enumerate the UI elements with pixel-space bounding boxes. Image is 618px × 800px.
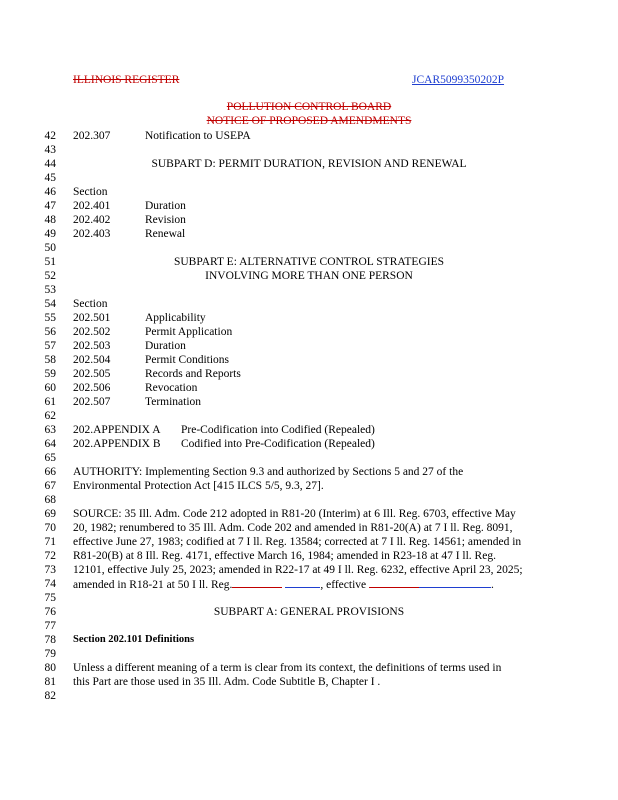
document-line xyxy=(0,493,618,507)
line-number: 53 xyxy=(44,284,56,296)
section-title: Revision xyxy=(145,214,186,226)
section-number: 202.502 xyxy=(73,326,111,338)
line-number: 63 xyxy=(44,424,56,436)
section-number: 202.403 xyxy=(73,228,111,240)
body-text: Unless a different meaning of a term is clear from its context, the definitions of terms used in xyxy=(73,662,502,674)
line-number: 60 xyxy=(44,382,56,394)
document-line xyxy=(0,227,618,241)
section-number: 202.501 xyxy=(73,312,111,324)
line-number: 76 xyxy=(44,606,56,618)
line-number: 81 xyxy=(44,676,56,688)
document-line xyxy=(0,325,618,339)
subpart-heading: SUBPART D: PERMIT DURATION, REVISION AND RENEWAL xyxy=(151,158,467,170)
line-number: 75 xyxy=(44,592,56,604)
line-number: 65 xyxy=(44,452,56,464)
jcar-code: JCAR5099350202P xyxy=(412,74,505,86)
line-number: 59 xyxy=(44,368,56,380)
document-line xyxy=(0,619,618,633)
section-number: 202.505 xyxy=(73,368,111,380)
line-number: 62 xyxy=(44,410,56,422)
line-number: 77 xyxy=(44,620,56,632)
document-line xyxy=(0,577,618,591)
blank-volume xyxy=(232,577,282,588)
section-title: Renewal xyxy=(145,228,186,240)
line-number: 67 xyxy=(44,480,56,492)
document-line xyxy=(0,647,618,661)
body-text: SOURCE: 35 Ill. Adm. Code 212 adopted in R81-20 (Interim) at 6 Ill. Reg. 6703, effective May xyxy=(73,508,516,520)
section-number: 202.307 xyxy=(73,130,111,142)
document-line xyxy=(0,689,618,703)
body-text: effective June 27, 1983; codified at 7 I ll. Reg. 13584; corrected at 7 I ll. Reg. 14561; amended in xyxy=(73,536,522,548)
document-line xyxy=(0,269,618,283)
blank-date-blue xyxy=(419,577,491,588)
document-line xyxy=(0,297,618,311)
document-line xyxy=(0,255,618,269)
line-number: 82 xyxy=(44,690,56,702)
document-line xyxy=(0,129,618,143)
section-number: 202.506 xyxy=(73,382,111,394)
section-title: Duration xyxy=(145,340,186,352)
line-number: 71 xyxy=(44,536,56,548)
document-line xyxy=(0,605,618,619)
document-line xyxy=(0,465,618,479)
body-text: Section xyxy=(73,298,108,310)
section-heading: Section 202.101 Definitions xyxy=(73,634,195,645)
line-number: 70 xyxy=(44,522,56,534)
line-number: 48 xyxy=(44,214,56,226)
line-number: 58 xyxy=(44,354,56,366)
line-number: 52 xyxy=(44,270,56,282)
document-line xyxy=(0,563,618,577)
document-line xyxy=(0,395,618,409)
body-text: Section xyxy=(73,186,108,198)
document-line xyxy=(0,675,618,689)
notice-title: NOTICE OF PROPOSED AMENDMENTS xyxy=(206,115,412,127)
body-text: 20, 1982; renumbered to 35 Ill. Adm. Code 202 and amended in R81-20(A) at 7 I ll. Reg. 8091, xyxy=(73,522,513,534)
section-title: Notification to USEPA xyxy=(145,130,251,142)
document-line xyxy=(0,423,618,437)
board-title: POLLUTION CONTROL BOARD xyxy=(226,101,392,113)
document-line xyxy=(0,437,618,451)
section-number: 202.APPENDIX A xyxy=(73,424,161,436)
document-line xyxy=(0,241,618,255)
document-line xyxy=(0,339,618,353)
section-number: 202.507 xyxy=(73,396,111,408)
section-title: Termination xyxy=(145,396,202,408)
line-number: 44 xyxy=(44,158,56,170)
document-line xyxy=(0,185,618,199)
document-line xyxy=(0,451,618,465)
body-text: R81-20(B) at 8 Ill. Reg. 4171, effective March 16, 1984; amended in R23-18 at 47 I ll. Reg. xyxy=(73,550,496,562)
document-line xyxy=(0,661,618,675)
line-number: 43 xyxy=(44,144,56,156)
document-line xyxy=(0,143,618,157)
line-number: 66 xyxy=(44,466,56,478)
subpart-heading: INVOLVING MORE THAN ONE PERSON xyxy=(205,270,413,282)
body-text: Environmental Protection Act [415 ILCS 5/5, 9.3, 27]. xyxy=(73,480,324,492)
line-number: 74 xyxy=(44,578,56,590)
section-title: Permit Conditions xyxy=(145,354,230,366)
effective-label: , effective xyxy=(320,579,370,591)
document-line xyxy=(0,171,618,185)
line-number: 55 xyxy=(44,312,56,324)
line-number: 50 xyxy=(44,242,56,254)
line-number: 45 xyxy=(44,172,56,184)
line-number: 46 xyxy=(44,186,56,198)
appendix-title: Codified into Pre-Codification (Repealed) xyxy=(181,438,375,450)
body-text: 12101, effective July 25, 2023; amended in R22-17 at 49 I ll. Reg. 6232, effective April 23, 2025; xyxy=(73,564,523,576)
section-number: 202.401 xyxy=(73,200,111,212)
section-number: 202.504 xyxy=(73,354,111,366)
document-line xyxy=(0,367,618,381)
section-number: 202.503 xyxy=(73,340,111,352)
line-number: 61 xyxy=(44,396,56,408)
blank-page xyxy=(285,577,320,588)
line-number: 73 xyxy=(44,564,56,576)
period: . xyxy=(491,579,494,591)
document-line xyxy=(0,409,618,423)
section-title: Applicability xyxy=(145,312,206,324)
document-line xyxy=(0,535,618,549)
line-number: 57 xyxy=(44,340,56,352)
document-line xyxy=(0,521,618,535)
register-header: ILLINOIS REGISTER xyxy=(73,74,180,86)
subpart-heading: SUBPART A: GENERAL PROVISIONS xyxy=(213,606,405,618)
document-line xyxy=(0,507,618,521)
section-title: Records and Reports xyxy=(145,368,241,380)
section-title: Revocation xyxy=(145,382,198,394)
document-line xyxy=(0,157,618,171)
section-title: Duration xyxy=(145,200,186,212)
body-text: this Part are those used in 35 Ill. Adm. Code Subtitle B, Chapter I . xyxy=(73,676,381,688)
subpart-heading: SUBPART E: ALTERNATIVE CONTROL STRATEGIES xyxy=(173,256,444,268)
line-number: 49 xyxy=(44,228,56,240)
line-number: 47 xyxy=(44,200,56,212)
line-number: 51 xyxy=(44,256,56,268)
document-line xyxy=(0,311,618,325)
line-number: 56 xyxy=(44,326,56,338)
document-line xyxy=(0,353,618,367)
line-number: 72 xyxy=(44,550,56,562)
body-text: amended in R18-21 at 50 I ll. Reg. , effective . xyxy=(73,579,494,591)
document-line xyxy=(0,549,618,563)
line-number: 68 xyxy=(44,494,56,506)
document-line xyxy=(0,199,618,213)
document-line xyxy=(0,479,618,493)
document-line xyxy=(0,591,618,605)
line-number: 54 xyxy=(44,298,56,310)
document-line xyxy=(0,381,618,395)
line-number: 80 xyxy=(44,662,56,674)
line-number: 69 xyxy=(44,508,56,520)
line-number: 64 xyxy=(44,438,56,450)
line-number: 79 xyxy=(44,648,56,660)
document-line xyxy=(0,283,618,297)
body-text: AUTHORITY: Implementing Section 9.3 and authorized by Sections 5 and 27 of the xyxy=(73,466,464,478)
section-title: Permit Application xyxy=(145,326,233,338)
section-number: 202.402 xyxy=(73,214,111,226)
appendix-title: Pre-Codification into Codified (Repealed) xyxy=(181,424,375,436)
line-number: 42 xyxy=(44,130,56,142)
blank-date-red xyxy=(369,577,419,588)
document-line xyxy=(0,633,618,647)
line-number: 78 xyxy=(44,634,56,646)
section-number: 202.APPENDIX B xyxy=(73,438,161,450)
document-line xyxy=(0,213,618,227)
